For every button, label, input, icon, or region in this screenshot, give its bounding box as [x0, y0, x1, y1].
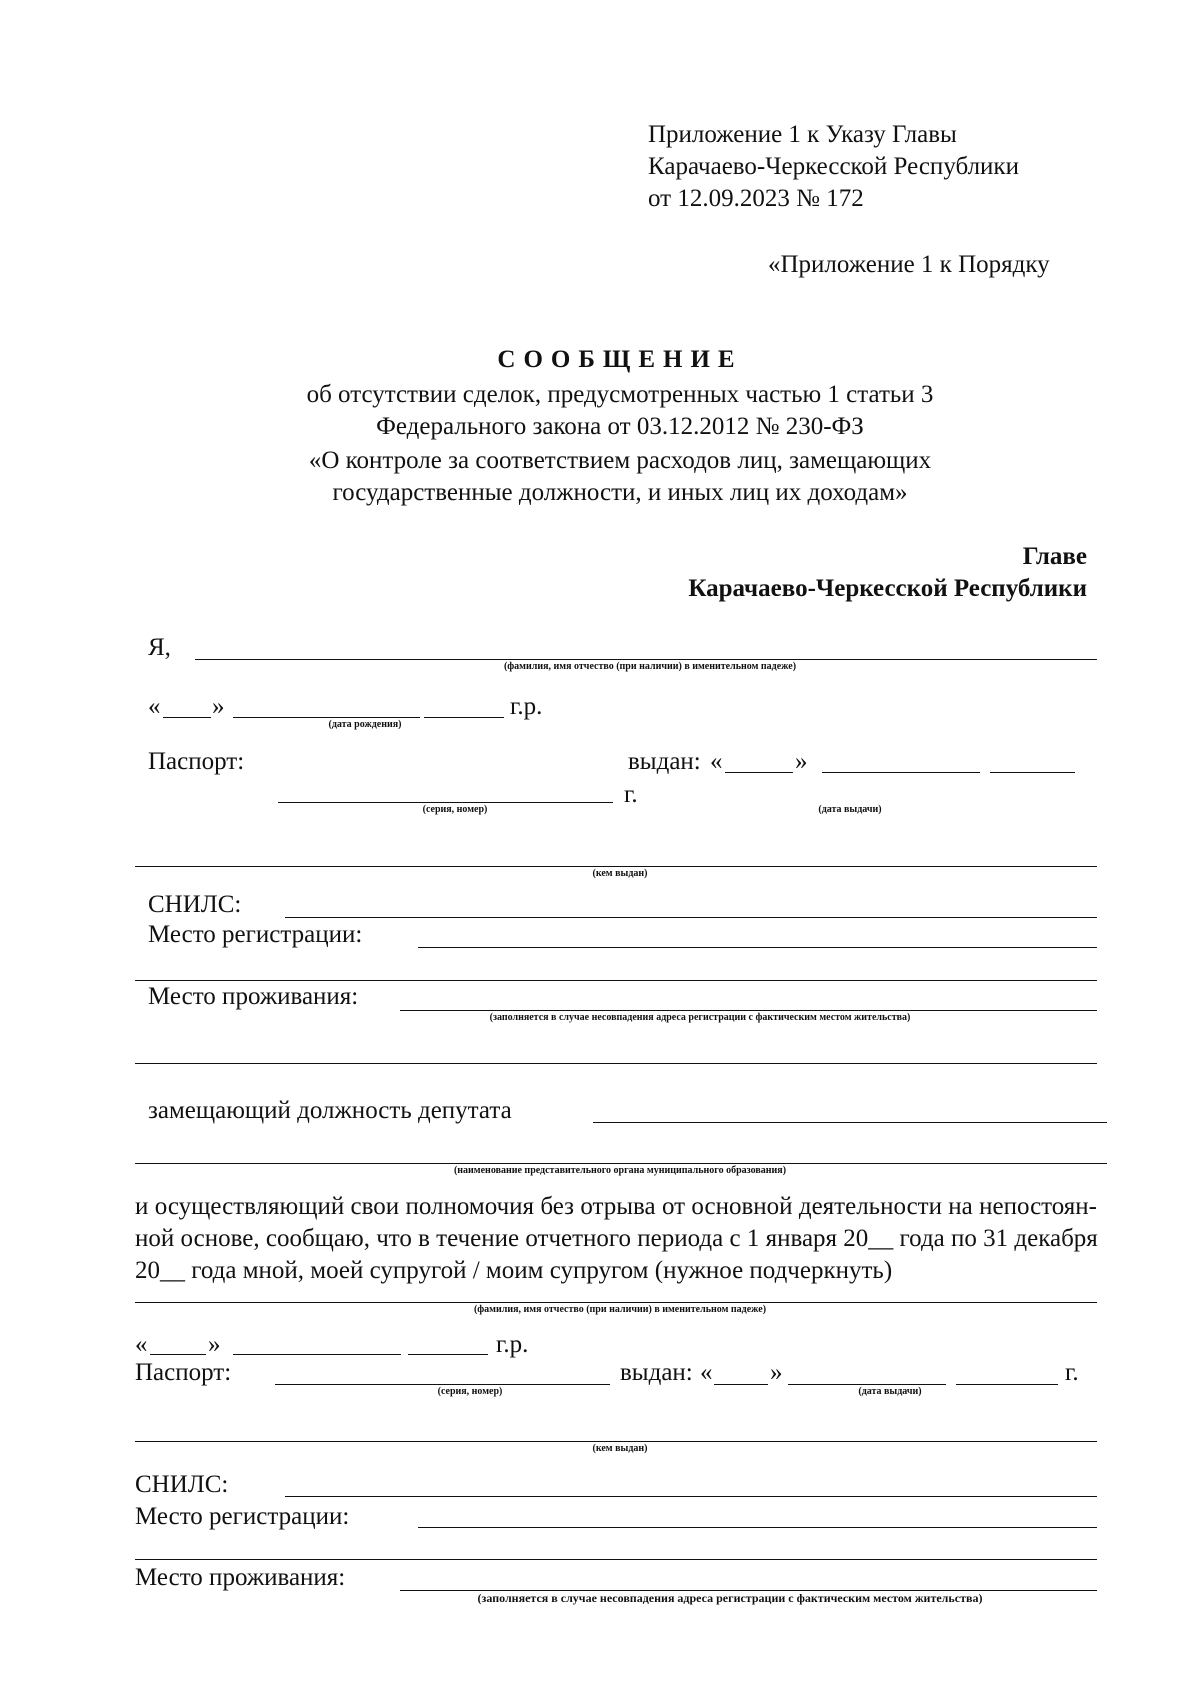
order-reference: «Приложение 1 к Порядку: [768, 251, 1050, 278]
spouse-registration-field[interactable]: [418, 1527, 1097, 1528]
spouse-year-g-label: г.: [1065, 1359, 1079, 1386]
registration-field-2[interactable]: [135, 980, 1097, 981]
issue-date-close-quote: »: [795, 748, 808, 775]
title-line-4: государственные должности, и иных лиц их доходам»: [332, 479, 908, 506]
residence-field[interactable]: [400, 1010, 1097, 1011]
spouse-issue-date-caption: (дата выдачи): [858, 1386, 922, 1397]
spouse-passport-label: Паспорт:: [135, 1359, 232, 1386]
spouse-fio-caption: (фамилия, имя отчество (при наличии) в именительном падеже): [473, 1304, 767, 1315]
spouse-year-suffix: г.р.: [496, 1331, 529, 1358]
position-field[interactable]: [593, 1122, 1107, 1123]
spouse-birth-month-field[interactable]: [233, 1354, 401, 1355]
birth-date-close-quote: »: [212, 693, 225, 720]
spouse-snils-label: СНИЛС:: [135, 1471, 229, 1498]
year-suffix: г.р.: [510, 693, 543, 720]
spouse-issued-by-caption: (кем выдан): [592, 1443, 648, 1454]
spouse-snils-field[interactable]: [285, 1496, 1097, 1497]
birth-day-field[interactable]: [163, 717, 211, 718]
birth-year-field[interactable]: [424, 717, 504, 718]
spouse-registration-field-2[interactable]: [135, 1559, 1097, 1560]
spouse-residence-caption: (заполняется в случае несовпадения адреса регистрации с фактическим местом жительства): [477, 1591, 983, 1605]
representative-body-caption: (наименование представительного органа муниципального образования): [453, 1165, 787, 1176]
spouse-birth-day-field[interactable]: [150, 1354, 206, 1355]
spouse-issue-year-field[interactable]: [956, 1384, 1058, 1385]
residence-caption: (заполняется в случае несовпадения адреса регистрации с фактическим местом жительства): [489, 1012, 911, 1023]
paragraph-line-3: 20__ года мной, моей супругой / моим супругом (нужное подчеркнуть): [135, 1257, 893, 1284]
snils-field[interactable]: [285, 917, 1097, 918]
issue-day-field[interactable]: [725, 772, 793, 773]
issued-by-caption: (кем выдан): [592, 868, 648, 879]
spouse-issue-open-quote: «: [700, 1359, 713, 1386]
passport-series-field[interactable]: [278, 802, 613, 803]
title-line-2: Федерального закона от 03.12.2012 № 230-ФЗ: [376, 413, 864, 440]
registration-label: Место регистрации:: [148, 921, 363, 948]
annex-line-2: Карачаево-Черкесской Республики: [648, 153, 1019, 180]
addressee-line-2: Карачаево-Черкесской Республики: [688, 575, 1087, 602]
spouse-issued-by-field[interactable]: [135, 1441, 1097, 1442]
paragraph-line-2: ной основе, сообщаю, что в течение отчетного периода с 1 января 20__ года по 31 декабря: [135, 1225, 1098, 1252]
fio-caption: (фамилия, имя отчество (при наличии) в именительном падеже): [503, 661, 797, 672]
annex-line-3: от 12.09.2023 № 172: [648, 185, 864, 212]
title-line-1: об отсутствии сделок, предусмотренных частью 1 статьи 3: [306, 381, 934, 408]
spouse-birth-close-quote: »: [208, 1331, 221, 1358]
i-label: Я,: [148, 634, 171, 661]
series-caption: (серия, номер): [422, 804, 488, 815]
spouse-series-caption: (серия, номер): [437, 1386, 503, 1397]
issue-date-caption: (дата выдачи): [818, 804, 882, 815]
title-line-3: «О контроле за соответствием расходов лиц, замещающих: [308, 447, 932, 474]
passport-label: Паспорт:: [148, 748, 245, 775]
fio-field[interactable]: [195, 659, 1097, 660]
spouse-birth-year-field[interactable]: [408, 1354, 488, 1355]
residence-label: Место проживания:: [148, 983, 359, 1010]
issue-month-field[interactable]: [822, 772, 980, 773]
spouse-issue-close-quote: »: [770, 1359, 783, 1386]
spouse-birth-open-quote: «: [135, 1331, 148, 1358]
issued-by-field[interactable]: [135, 866, 1097, 867]
issued-label: выдан:: [628, 748, 701, 775]
spouse-issue-day-field[interactable]: [714, 1384, 768, 1385]
spouse-issue-month-field[interactable]: [788, 1384, 946, 1385]
residence-field-2[interactable]: [135, 1063, 1097, 1064]
issue-year-field[interactable]: [990, 772, 1075, 773]
year-g-label: г.: [624, 781, 638, 808]
annex-line-1: Приложение 1 к Указу Главы: [648, 121, 957, 148]
spouse-residence-label: Место проживания:: [135, 1564, 346, 1591]
spouse-passport-series-field[interactable]: [275, 1384, 610, 1385]
issue-date-open-quote: «: [710, 748, 723, 775]
birth-month-field[interactable]: [233, 717, 420, 718]
position-label: замещающий должность депутата: [148, 1097, 512, 1124]
representative-body-field[interactable]: [135, 1163, 1107, 1164]
spouse-registration-label: Место регистрации:: [135, 1503, 350, 1530]
birth-date-caption: (дата рождения): [328, 719, 402, 730]
snils-label: СНИЛС:: [148, 891, 242, 918]
registration-field[interactable]: [418, 947, 1097, 948]
addressee-line-1: Главе: [1022, 543, 1087, 570]
document-title: СООБЩЕНИЕ: [497, 346, 743, 373]
spouse-issued-label: выдан:: [620, 1359, 693, 1386]
birth-date-open-quote: «: [148, 693, 161, 720]
paragraph-line-1: и осуществляющий свои полномочия без отрыва от основной деятельности на непостоян-: [135, 1193, 1097, 1220]
spouse-fio-field[interactable]: [135, 1302, 1097, 1303]
